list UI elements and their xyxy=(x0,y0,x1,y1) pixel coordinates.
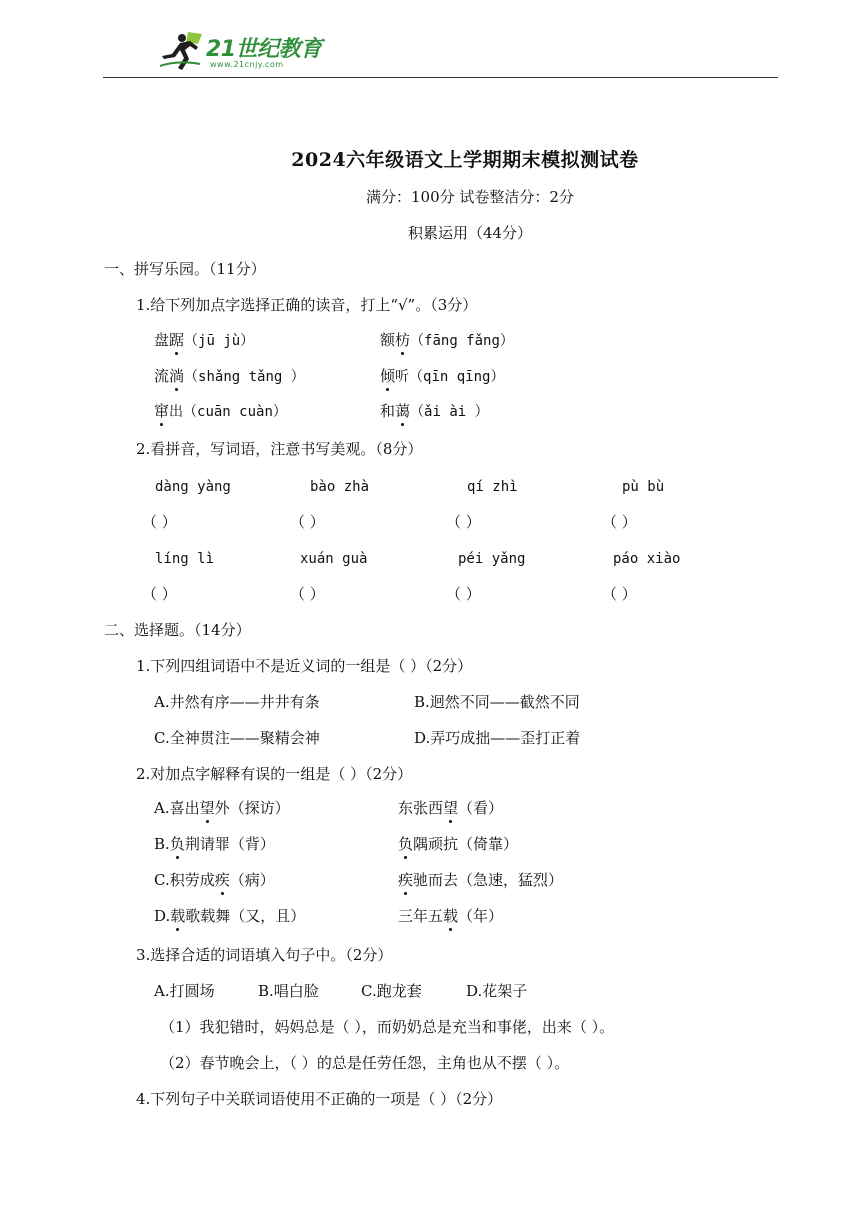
logo xyxy=(158,28,328,74)
reading-item: 窜出（cuān cuàn） xyxy=(154,402,287,420)
option-row-left[interactable]: D.载歌载舞（又，且） xyxy=(154,907,306,925)
q2-1-prompt: 1.下列四组词语中不是近义词的一组是（ ）（2分） xyxy=(136,657,473,675)
answer-blank[interactable]: （ ） xyxy=(446,585,481,603)
answer-blank[interactable]: （ ） xyxy=(142,513,177,531)
option-d[interactable]: D.花架子 xyxy=(466,982,528,1000)
answer-blank[interactable]: （ ） xyxy=(142,585,177,603)
option-c[interactable]: C.跑龙套 xyxy=(361,982,422,1000)
answer-blank[interactable]: （ ） xyxy=(446,513,481,531)
runner-logo-icon xyxy=(158,28,206,72)
q2-2-prompt: 2.对加点字解释有误的一组是（ ）（2分） xyxy=(136,765,413,783)
section2-heading: 二、选择题。（14分） xyxy=(104,621,251,639)
logo-url: www.21cnjy.com xyxy=(210,60,284,69)
pinyin: bào zhà xyxy=(310,479,370,495)
exam-title: 2024六年级语文上学期期末模拟测试卷 xyxy=(291,149,639,171)
header-divider xyxy=(103,77,778,78)
pinyin: líng lì xyxy=(155,551,215,567)
reading-item: 额枋（fāng fǎng） xyxy=(380,331,514,349)
reading-item: 倾听（qīn qīng） xyxy=(380,367,505,385)
q2-3-prompt: 3.选择合适的词语填入句子中。（2分） xyxy=(136,946,393,964)
option-row-left[interactable]: B.负荆请罪（背） xyxy=(154,835,275,853)
fill-sentence-2: （2）春节晚会上，（ ）的总是任劳任怨，主角也从不摆（ ）。 xyxy=(160,1054,570,1072)
pinyin: péi yǎng xyxy=(458,551,526,567)
reading-item: 和蔼（ǎi ài ） xyxy=(380,402,489,420)
option-b[interactable]: B.唱白脸 xyxy=(258,982,319,1000)
q1-1-prompt: 1.给下列加点字选择正确的读音，打上“√”。（3分） xyxy=(136,296,478,314)
pinyin: qí zhì xyxy=(467,479,518,495)
pinyin: pù bù xyxy=(622,479,665,495)
answer-blank[interactable]: （ ） xyxy=(602,585,637,603)
reading-item: 盘踞（jū jù） xyxy=(154,331,255,349)
reading-item: 流淌（shǎng tǎng ） xyxy=(154,367,305,385)
q2-4-prompt: 4.下列句子中关联词语使用不正确的一项是（ ）（2分） xyxy=(136,1090,503,1108)
answer-blank[interactable]: （ ） xyxy=(290,513,325,531)
answer-blank[interactable]: （ ） xyxy=(290,585,325,603)
option-a[interactable]: A.井然有序——井井有条 xyxy=(154,693,320,711)
answer-blank[interactable]: （ ） xyxy=(602,513,637,531)
fill-sentence-1: （1）我犯错时，妈妈总是（ ），而奶奶总是充当和事佬，出来（ ）。 xyxy=(160,1018,615,1036)
pinyin: dàng yàng xyxy=(155,479,231,495)
logo-text: 21世纪教育 xyxy=(206,37,322,62)
option-row-left[interactable]: A.喜出望外（探访） xyxy=(154,799,290,817)
option-d[interactable]: D.弄巧成拙——歪打正着 xyxy=(414,729,581,747)
section1-heading: 一、拼写乐园。（11分） xyxy=(104,260,266,278)
option-row-right: 三年五载（年） xyxy=(398,907,504,925)
option-row-right: 疾驰而去（急速，猛烈） xyxy=(398,871,564,889)
q1-2-prompt: 2.看拼音，写词语，注意书写美观。（8分） xyxy=(136,440,423,458)
score-line: 满分：100分 试卷整洁分：2分 xyxy=(366,188,574,206)
option-row-left[interactable]: C.积劳成疾（病） xyxy=(154,871,275,889)
pinyin: páo xiào xyxy=(613,551,681,567)
part-title: 积累运用（44分） xyxy=(407,224,533,242)
pinyin: xuán guà xyxy=(300,551,368,567)
option-row-right: 东张西望（看） xyxy=(398,799,504,817)
option-a[interactable]: A.打圆场 xyxy=(154,982,215,1000)
option-b[interactable]: B.迥然不同——截然不同 xyxy=(414,693,580,711)
option-row-right: 负隅顽抗（倚靠） xyxy=(398,835,519,853)
option-c[interactable]: C.全神贯注——聚精会神 xyxy=(154,729,320,747)
